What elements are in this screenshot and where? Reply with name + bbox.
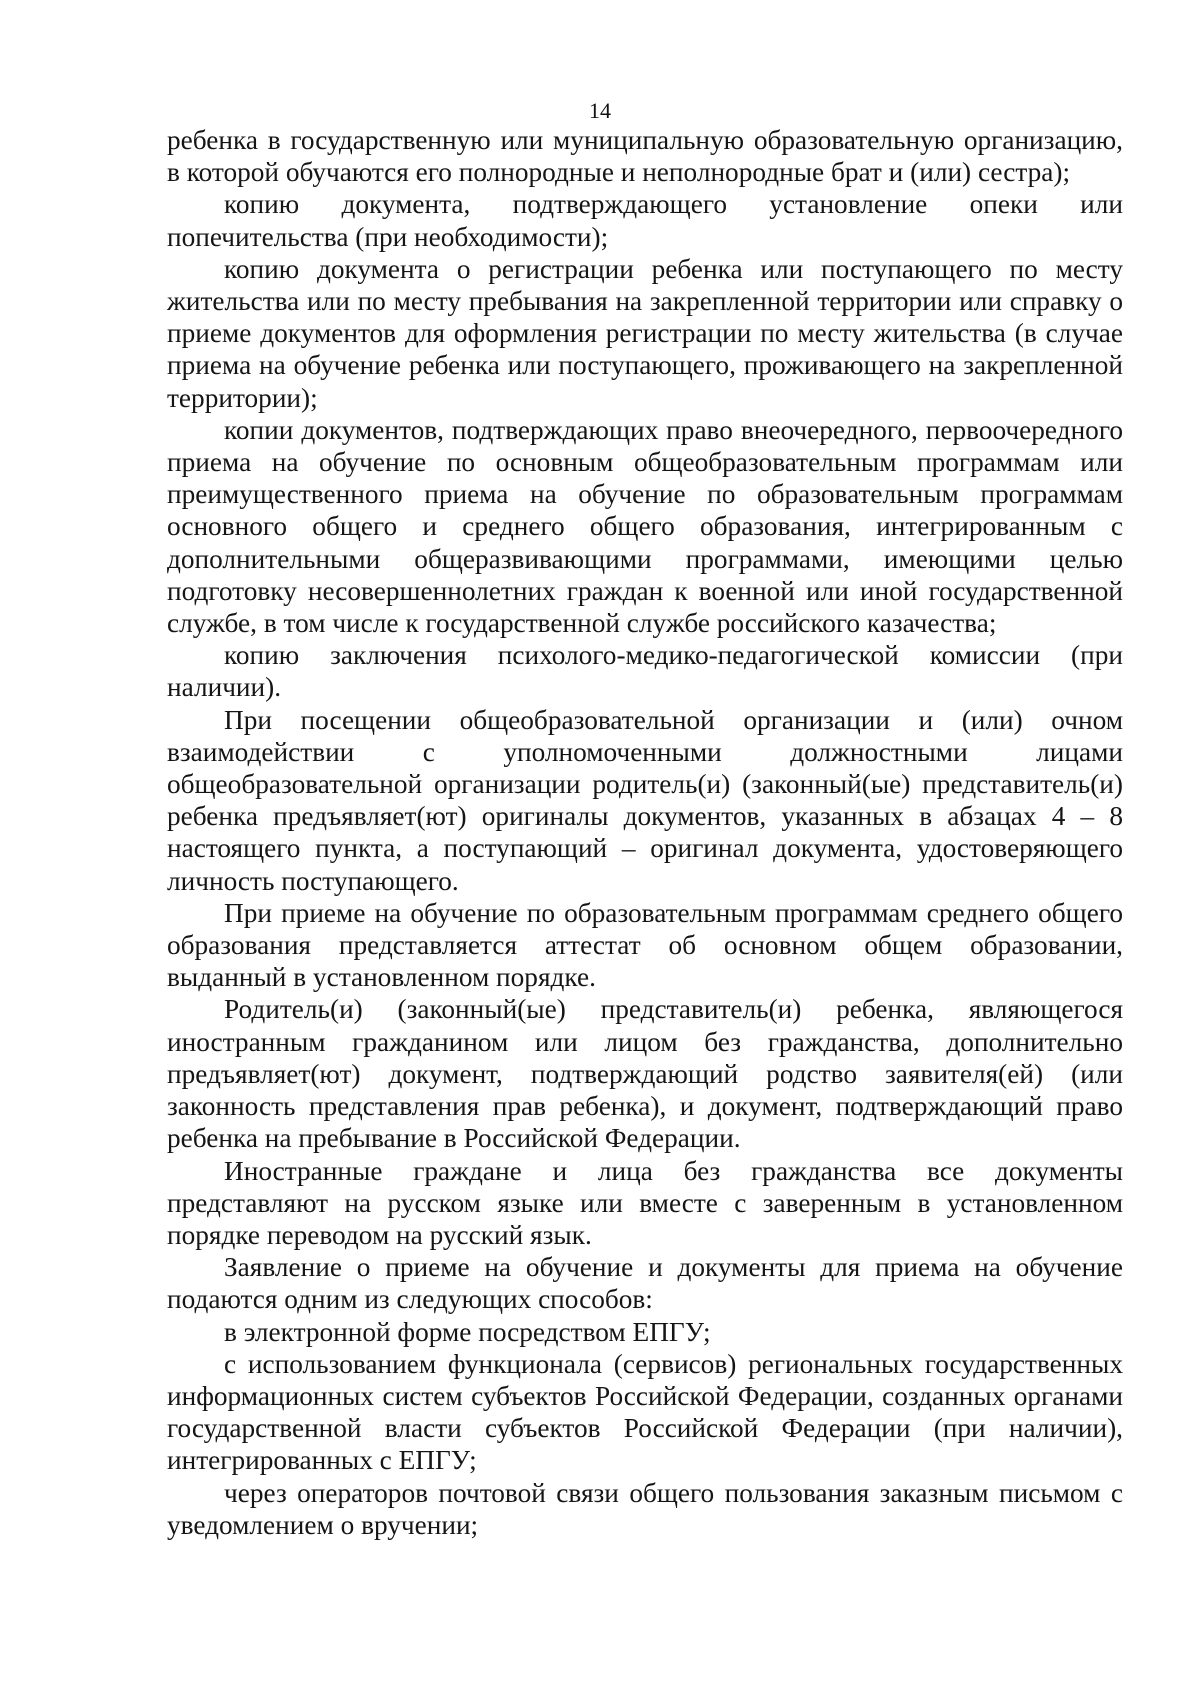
paragraph-foreign-citizens-parents: Родитель(и) (законный(ые) представитель(и) ребенка, являющегося иностранным гражданином или лицом без гражданства, дополнительно предъявляет(ют) документ, подтверждающий родство заявителя(ей) (или законность представления прав ребенка), и документ, подтверждающий право ребенка на пребывание в Российской Федерации. [167, 994, 1123, 1154]
paragraph-certificate: При приеме на обучение по образовательным программам среднего общего образования представляется аттестат об основном общем образовании, выданный в установленном порядке. [167, 897, 1123, 993]
paragraph-priority-documents: копии документов, подтверждающих право внеочередного, первоочередного приема на обучение по основным общеобразовательным программам или преимущественного приема на обучение по образовательным программам основного общего и среднего общего образования, интегрированным с дополнительными общеразвивающими программами, имеющими целью подготовку несовершеннолетних граждан к военной или иной государственной службе, в том числе к государственной службе российского казачества; [167, 414, 1123, 639]
paragraph-method-epgu: в электронной форме посредством ЕПГУ; [224, 1316, 711, 1347]
paragraph-translation: Иностранные граждане и лица без гражданства все документы представляют на русском языке или вместе с заверенным в установленном порядке переводом на русский язык. [167, 1155, 1123, 1250]
paragraph-commission-conclusion: копию заключения психолого-медико-педагогической комиссии (при наличии). [167, 640, 1123, 703]
document-body [167, 124, 1123, 1541]
paragraph-guardianship-copy: копию документа, подтверждающего установление опеки или попечительства (при необходимости); [167, 189, 1123, 252]
page-number: 14 [589, 98, 611, 123]
paragraph-originals: При посещении общеобразовательной организации и (или) очном взаимодействии с уполномоченными должностными лицами общеобразовательной организации родитель(и) (законный(ые) представитель(и) ребенка предъявляет(ют) оригиналы документов, указанных в абзацах 4 – 8 настоящего пункта, а поступающий – оригинал документа, удостоверяющего личность поступающего. [167, 704, 1123, 896]
paragraph-method-regional-systems: с использованием функционала (сервисов) региональных государственных информационных систем субъектов Российской Федерации, созданных органами государственной власти субъектов Российской Федерации (при наличии), интегрированных с ЕПГУ; [167, 1348, 1123, 1476]
paragraph-method-postal: через операторов почтовой связи общего пользования заказным письмом с уведомлением о вручении; [167, 1477, 1123, 1540]
paragraph-continuation: ребенка в государственную или муниципальную образовательную организацию, в которой обучаются его полнородные и неполнородные брат и (или) сестра); [167, 125, 1123, 188]
paragraph-submission-methods: Заявление о приеме на обучение и документы для приема на обучение подаются одним из следующих способов: [167, 1252, 1123, 1315]
paragraph-registration-copy: копию документа о регистрации ребенка или поступающего по месту жительства или по месту пребывания на закрепленной территории или справку о приеме документов для оформления регистрации по месту жительства (в случае приема на обучение ребенка или поступающего, проживающего на закрепленной территории); [167, 253, 1123, 413]
